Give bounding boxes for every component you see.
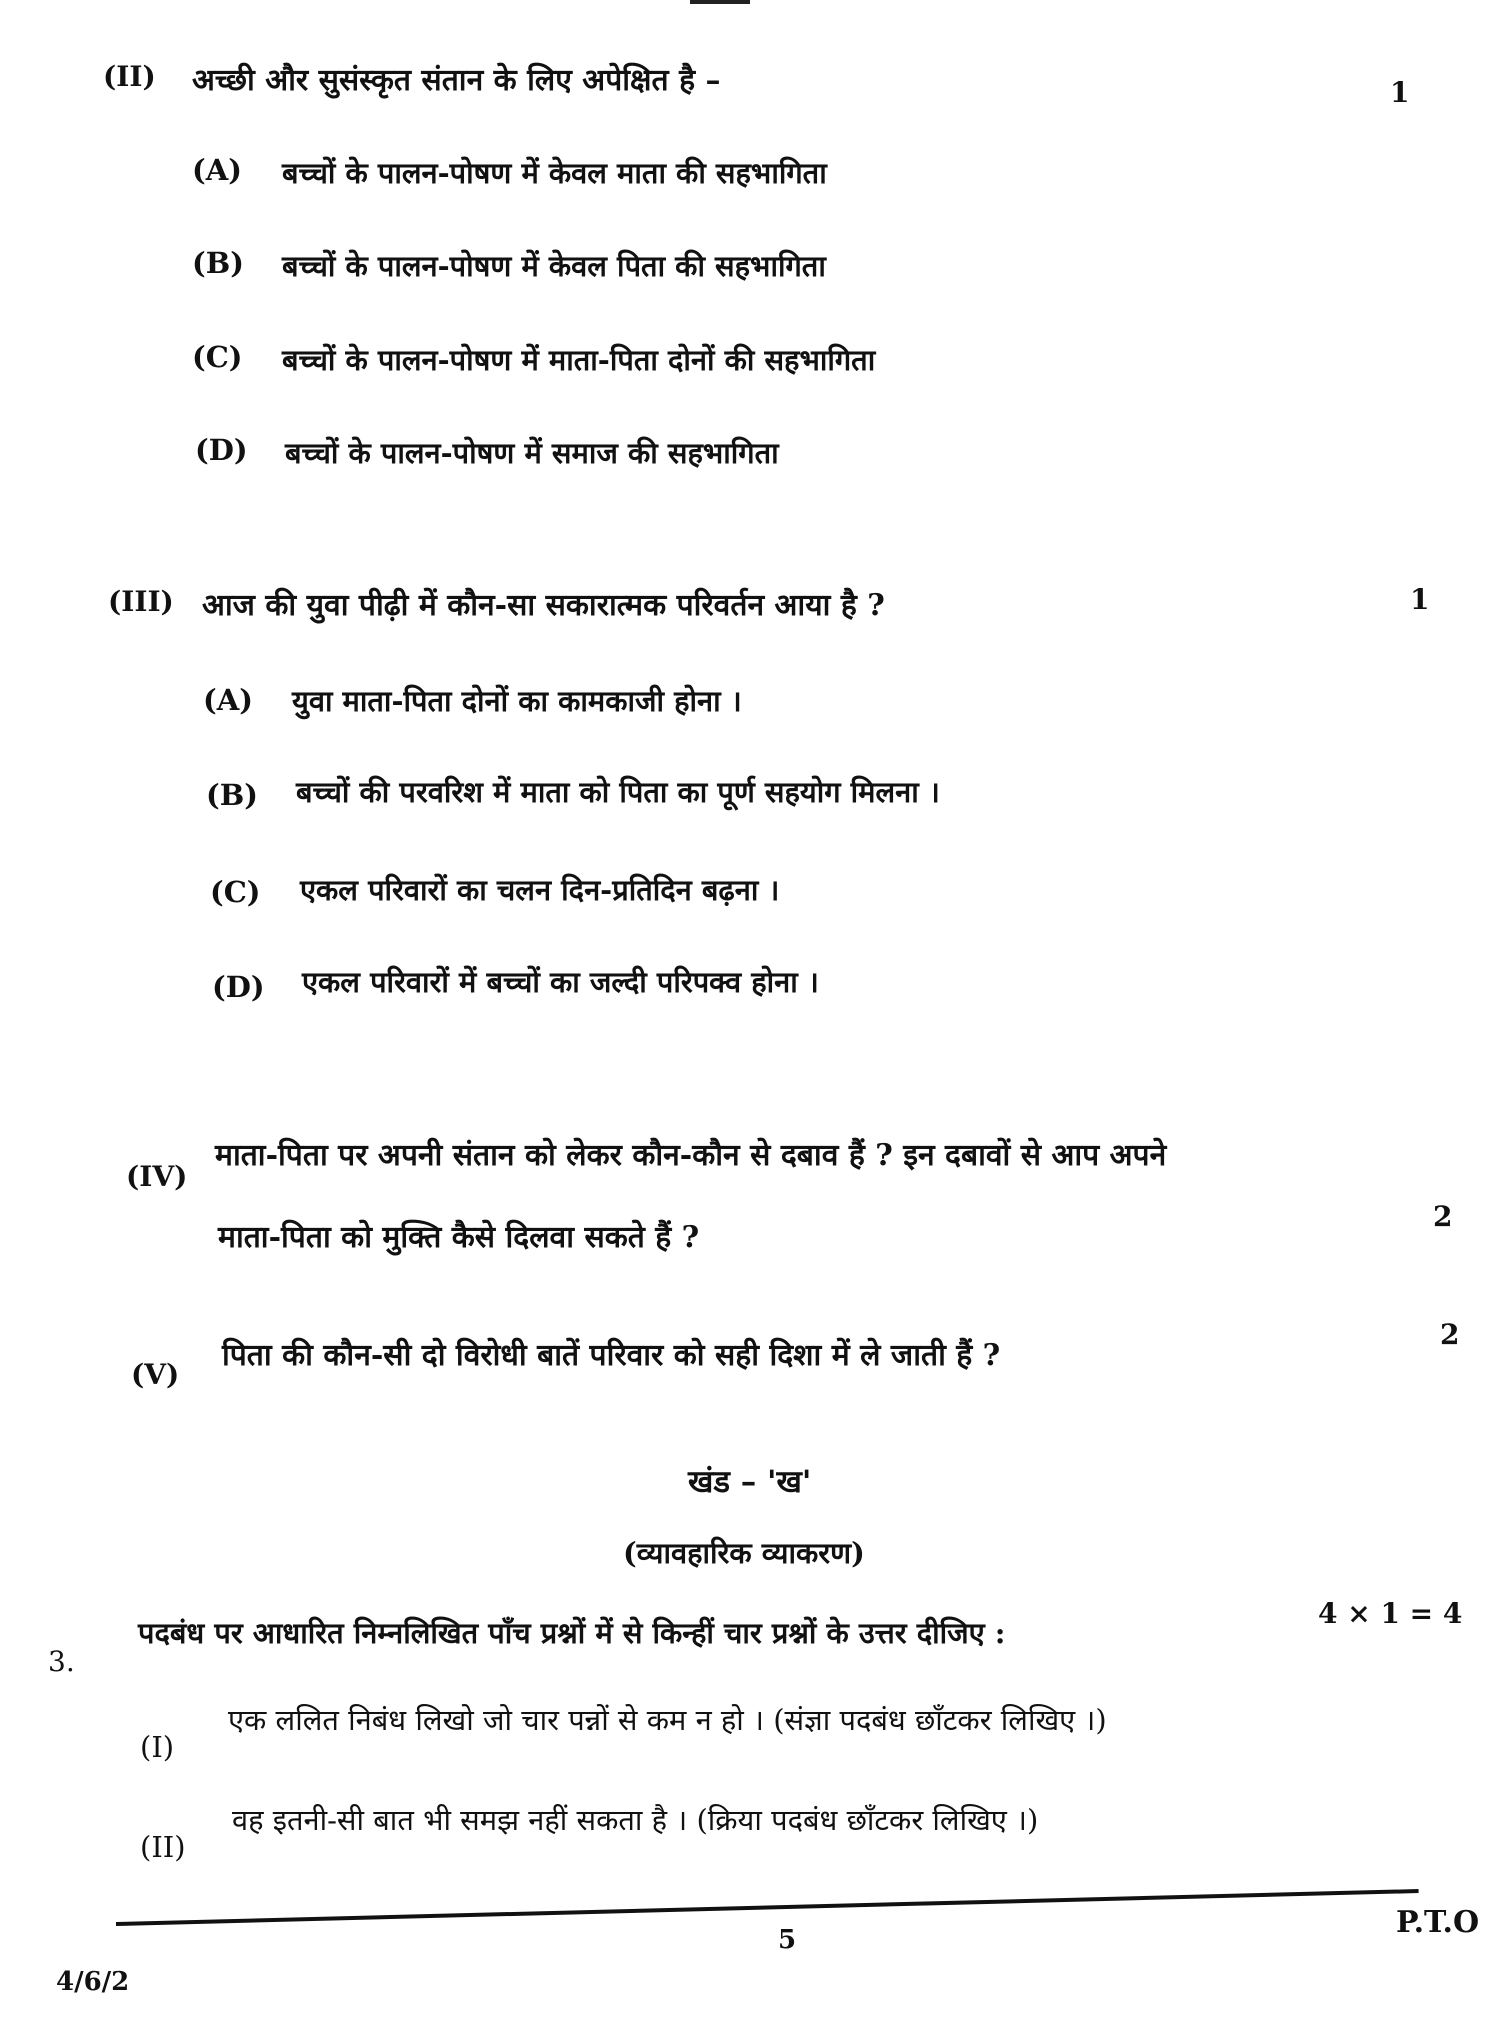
question-iv-text-line1: माता-पिता पर अपनी संतान को लेकर कौन-कौन से दबाव हैं ? इन दबावों से आप अपने xyxy=(215,1138,1167,1173)
top-edge-mark xyxy=(690,0,750,4)
question-iv-marks: 2 xyxy=(1433,1200,1453,1233)
question-ii-number: (II) xyxy=(103,60,156,93)
section-subtitle: (व्यावहारिक व्याकरण) xyxy=(623,1536,865,1570)
question-iii-option-b-text: बच्चों की परवरिश में माता को पिता का पूर्ण सहयोग मिलना । xyxy=(296,775,940,809)
question-iii-option-a-label: (A) xyxy=(203,683,253,717)
question-ii-option-b-label: (B) xyxy=(192,246,244,280)
question-iii-option-d-text: एकल परिवारों में बच्चों का जल्दी परिपक्व होना । xyxy=(302,965,819,999)
question-3-item-ii-text: वह इतनी-सी बात भी समझ नहीं सकता है । (क्रिया पदबंध छाँटकर लिखिए ।) xyxy=(232,1803,1039,1837)
question-3-number: 3. xyxy=(48,1645,75,1678)
question-ii-option-d-text: बच्चों के पालन-पोषण में समाज की सहभागिता xyxy=(285,436,779,470)
question-iii-option-a-text: युवा माता-पिता दोनों का कामकाजी होना । xyxy=(292,684,742,718)
footer-rule xyxy=(116,1889,1419,1926)
paper-code: 4/6/2 xyxy=(56,1967,130,1997)
question-v-text: पिता की कौन-सी दो विरोधी बातें परिवार को सही दिशा में ले जाती हैं ? xyxy=(222,1338,1001,1373)
question-iv-number: (IV) xyxy=(126,1160,188,1193)
page-number: 5 xyxy=(778,1925,797,1955)
question-ii-option-c-text: बच्चों के पालन-पोषण में माता-पिता दोनों की सहभागिता xyxy=(282,343,876,377)
question-ii-option-d-label: (D) xyxy=(195,433,248,467)
question-ii-marks: 1 xyxy=(1390,76,1410,109)
question-v-number: (V) xyxy=(131,1358,180,1391)
question-3-item-i-label: (I) xyxy=(140,1730,175,1764)
pto-label: P.T.O xyxy=(1396,1905,1480,1940)
question-ii-text: अच्छी और सुसंस्कृत संतान के लिए अपेक्षित है – xyxy=(192,63,721,98)
question-ii-option-c-label: (C) xyxy=(192,340,243,374)
question-iii-number: (III) xyxy=(108,585,174,618)
question-iv-text-line2: माता-पिता को मुक्ति कैसे दिलवा सकते हैं ? xyxy=(218,1220,700,1255)
question-iii-option-d-label: (D) xyxy=(212,970,265,1004)
question-iii-option-c-text: एकल परिवारों का चलन दिन-प्रतिदिन बढ़ना । xyxy=(300,873,780,907)
question-3-text: पदबंध पर आधारित निम्नलिखित पाँच प्रश्नों में से किन्हीं चार प्रश्नों के उत्तर दीजिए : xyxy=(138,1616,1006,1650)
question-iii-option-b-label: (B) xyxy=(206,778,258,812)
section-title: खंड – 'ख' xyxy=(688,1464,812,1500)
question-ii-option-b-text: बच्चों के पालन-पोषण में केवल पिता की सहभागिता xyxy=(282,249,826,283)
question-iii-option-c-label: (C) xyxy=(210,875,261,909)
question-v-marks: 2 xyxy=(1440,1318,1460,1351)
question-iii-text: आज की युवा पीढ़ी में कौन-सा सकारात्मक परिवर्तन आया है ? xyxy=(202,588,885,623)
question-3-item-i-text: एक ललित निबंध लिखो जो चार पन्नों से कम न हो । (संज्ञा पदबंध छाँटकर लिखिए ।) xyxy=(228,1703,1107,1737)
question-3-marks: 4 × 1 = 4 xyxy=(1318,1597,1463,1630)
question-ii-option-a-text: बच्चों के पालन-पोषण में केवल माता की सहभागिता xyxy=(282,156,827,190)
question-3-item-ii-label: (II) xyxy=(140,1830,186,1864)
question-iii-marks: 1 xyxy=(1410,583,1430,616)
question-ii-option-a-label: (A) xyxy=(192,153,242,187)
